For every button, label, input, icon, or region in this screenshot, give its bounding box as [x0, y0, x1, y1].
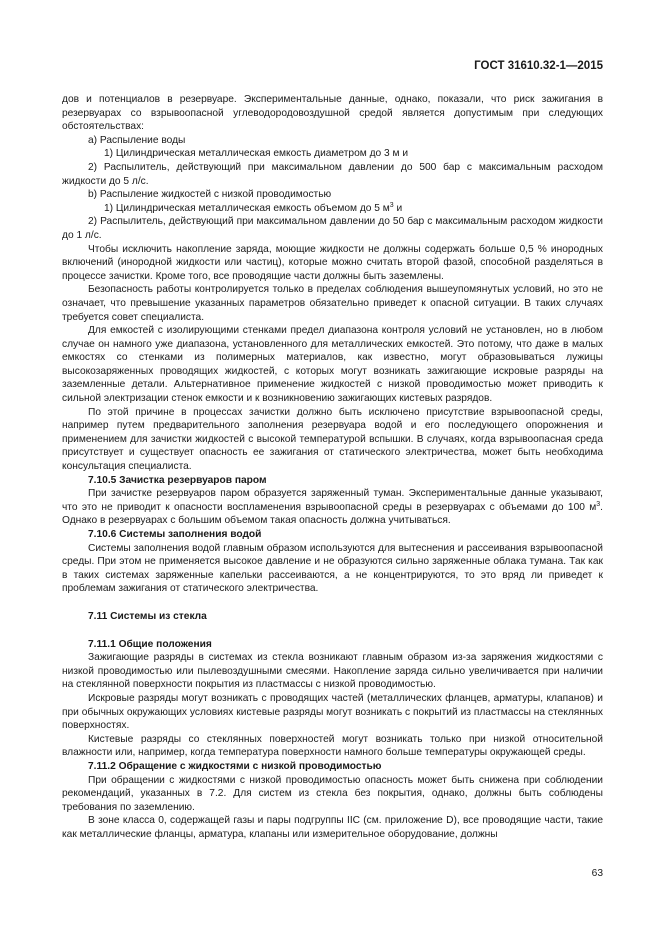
document-body — [62, 93, 603, 841]
paragraph: a) Распыление воды — [88, 134, 186, 146]
paragraph: Зажигающие разряды в системах из стекла возникают главным образом из-за заряжения жидкостями с низкой проводимостью или пылевоздушными смесями. Накопление заряда сильно увеличивается при наличии на стеклянной поверхности покрытия из пластмассы с низкой проводимостью. — [62, 652, 603, 691]
section-heading: 7.10.5 Зачистка резервуаров паром — [88, 474, 267, 486]
paragraph: 1) Цилиндрическая металлическая емкость диаметром до 3 м и — [104, 148, 409, 160]
paragraph: Искровые разряды могут возникать с проводящих частей (металлических фланцев, арматуры, клапанов) и при обычных окружающих условиях кистевые разряды могут возникать с покрытий из пластмассы на стеклянных поверхностях. — [62, 692, 603, 732]
section-heading: 7.11.2 Обращение с жидкостями с низкой проводимостью — [88, 760, 382, 772]
paragraph: При зачистке резервуаров паром образуется заряженный туман. Экспериментальные данные указывают, что это не приводит к опасности воспламенения взрывоопасной среды в резервуарах с объемами до 100 $м^3$. Однако в резервуарах с большим объемом такая опасность должна учитываться. — [62, 488, 603, 527]
paragraph: 1) Цилиндрическая металлическая емкость объемом до 5 $м^3$ и — [104, 201, 403, 214]
paragraph: По этой причине в процессах зачистки должно быть исключено присутствие взрывоопасной среды, например путем предварительного заполнения резервуара водой и его последующего опорожнения и применением для зачистки жидкостей с высокой температурой вспышки. В случаях, когда взрывоопасная среда присутствует и существует опасность ее зажигания от статического электричества, может быть необходима консультация специалиста. — [62, 406, 603, 473]
paragraph: Безопасность работы контролируется только в пределах соблюдения вышеупомянутых условий, но это не означает, что превышение указанных параметров обязательно приведет к опасной ситуации. В таких случаях требуется совет специалиста. — [62, 284, 603, 323]
paragraph: 2) Распылитель, действующий при максимальном давлении до 50 бар с максимальным расходом жидкости до 1 л/с. — [62, 216, 603, 241]
paragraph: Чтобы исключить накопление заряда, моющие жидкости не должны содержать больше 0,5 % инородных включений (инородной жидкости или частиц), которые можно считать второй фазой, способной разделяться в процессе зачистки. Кроме того, все проводящие части должны быть заземлены. — [62, 243, 603, 282]
paragraph: Системы заполнения водой главным образом используются для вытеснения и рассеивания взрывоопасной среды. При этом не применяется высокое давление и не образуются сильно заряженные облака тумана. Так как в таких системах заряженные капельки рассеиваются, а не концентрируются, то это вряд ли приведет к проблемам зажигания от статического электричества. — [62, 542, 603, 595]
section-heading: 7.10.6 Системы заполнения водой — [88, 529, 262, 540]
paragraph: дов и потенциалов в резервуаре. Экспериментальные данные, однако, показали, что риск зажигания в резервуарах со взрывоопасной углеводородовоздушной средой является допустимым при следующих обстоятельствах: — [62, 94, 603, 133]
section-heading: 7.11 Системы из стекла — [88, 610, 207, 622]
document-header: ГОСТ 31610.32-1—2015 — [474, 60, 603, 72]
section-heading: 7.11.1 Общие положения — [88, 638, 212, 650]
paragraph: b) Распыление жидкостей с низкой проводимостью — [88, 189, 332, 201]
paragraph: В зоне класса 0, содержащей газы и пары подгруппы IIC (см. приложение D), все проводящие части, такие как металлические фланцы, арматура, клапаны или измерительное оборудование, должны — [62, 815, 603, 840]
paragraph: Для емкостей с изолирующими стенками предел диапазона контроля условий не установлен, но в любом случае он намного уже диапазона, установленного для металлических емкостей. Это потому, что даже в малых емкостях со стенками из полимерных материалов, как известно, могут образовываться лужицы высокозаряженных проводящих жидкостей, с которых могут возникать зажигающие искровые разряды на заземленные детали. Альтернативное применение жидкостей с низкой проводимостью может приводить к сильной электризации стенок емкости и к возникновению зажигающих кистевых разрядов. — [62, 325, 603, 405]
paragraph: 2) Распылитель, действующий при максимальном давлении до 500 бар с максимальным расходом жидкости до 5 л/с. — [62, 161, 603, 187]
page-number: 63 — [591, 868, 603, 879]
paragraph: Кистевые разряды со стеклянных поверхностей могут возникать только при низкой относительной влажности или, например, когда температура поверхности намного больше температуры окружающей среды. — [62, 733, 603, 759]
paragraph: При обращении с жидкостями с низкой проводимостью опасность может быть снижена при соблюдении рекомендаций, указанных в 7.2. Для систем из стекла без покрытия, однако, должны быть соблюдены требования по заземлению. — [62, 774, 603, 813]
